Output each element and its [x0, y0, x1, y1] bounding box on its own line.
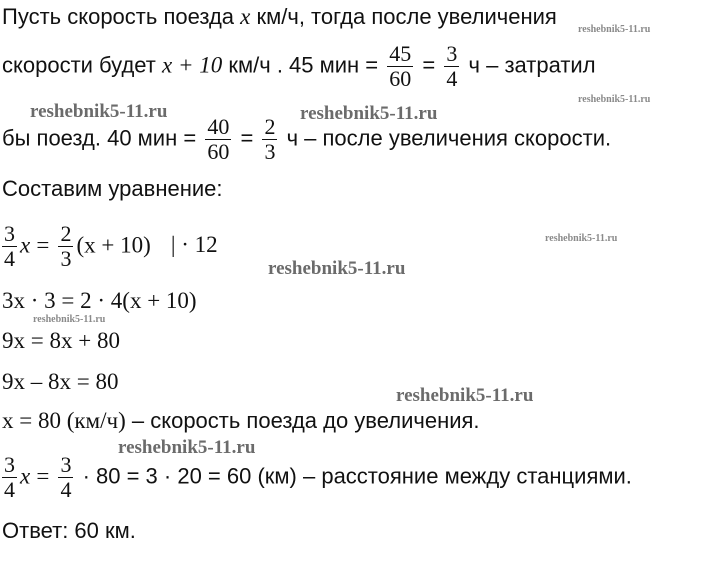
line-5 [2, 222, 218, 271]
multiplier-12: | · 12 [170, 232, 218, 258]
fraction-3-4: $\frac{3}{4}$ [446, 41, 458, 91]
watermark: reshebnik5-11.ru [268, 258, 406, 279]
result-speed: x = 80 (км/ч) [2, 408, 126, 433]
watermark: reshebnik5-11.ru [578, 24, 651, 35]
var-x: x [20, 232, 31, 258]
expr-x-plus-10: (x + 10) [76, 232, 151, 258]
fraction-45-60: $\frac{45}{60}$ [389, 41, 412, 91]
watermark: reshebnik5-11.ru [578, 94, 651, 105]
watermark: reshebnik5-11.ru [300, 103, 438, 124]
fraction-2-3: $\frac{2}{3}$ [264, 114, 276, 164]
equation-step-1: 3x · 3 = 2 · 4(x + 10) [2, 288, 197, 313]
line-6 [2, 288, 197, 314]
line-2 [2, 42, 596, 91]
heading-equation: Составим уравнение: [2, 176, 223, 201]
equation-step-2: 9x = 8x + 80 [2, 328, 120, 353]
text-1a: Пусть скорость поезда [2, 4, 235, 29]
line-4 [2, 176, 222, 202]
equation-step-3: 9x – 8x = 80 [2, 369, 119, 394]
line-8 [2, 369, 118, 395]
line-9 [2, 408, 480, 434]
watermark: reshebnik5-11.ru [545, 233, 618, 244]
text-3b: ч – после увеличения скорости. [286, 125, 612, 151]
line-10 [2, 453, 632, 502]
watermark: reshebnik5-11.ru [396, 385, 534, 406]
equals: = [36, 463, 50, 489]
watermark: reshebnik5-11.ru [33, 314, 106, 325]
equals: = [240, 125, 254, 151]
text-3a: бы поезд. 40 мин = [2, 125, 197, 151]
fraction-3-4: $\frac{3}{4}$ [4, 221, 15, 271]
equals: = [36, 232, 50, 258]
fraction-40-60: $\frac{40}{60}$ [207, 114, 230, 164]
text-9b: – скорость поезда до увеличения. [131, 408, 480, 433]
unit-kmh: км/ч [228, 52, 271, 78]
text-2a: скорости будет [2, 52, 156, 78]
expr-x-plus-10: x + 10 [162, 52, 223, 78]
watermark: reshebnik5-11.ru [30, 101, 168, 122]
text-1c: , тогда после увеличения [298, 4, 557, 29]
line-11 [2, 518, 136, 544]
line-1 [2, 4, 557, 30]
fraction-2-3: $\frac{2}{3}$ [60, 221, 72, 271]
equals: = [422, 52, 436, 78]
fraction-3-4: $\frac{3}{4}$ [4, 452, 15, 502]
line-7 [2, 328, 120, 354]
var-x: x [20, 463, 31, 489]
text-10b: · 80 = 3 · 20 = 60 (км) – расстояние между станциями. [82, 463, 632, 489]
fraction-3-4: $\frac{3}{4}$ [60, 452, 72, 502]
var-x: x [240, 4, 251, 29]
text-2d: ч – затратил [468, 52, 596, 78]
watermark: reshebnik5-11.ru [118, 437, 256, 458]
answer: Ответ: 60 км. [2, 518, 136, 543]
unit-kmh: км/ч [256, 4, 299, 29]
text-2c: . 45 мин = [276, 52, 379, 78]
